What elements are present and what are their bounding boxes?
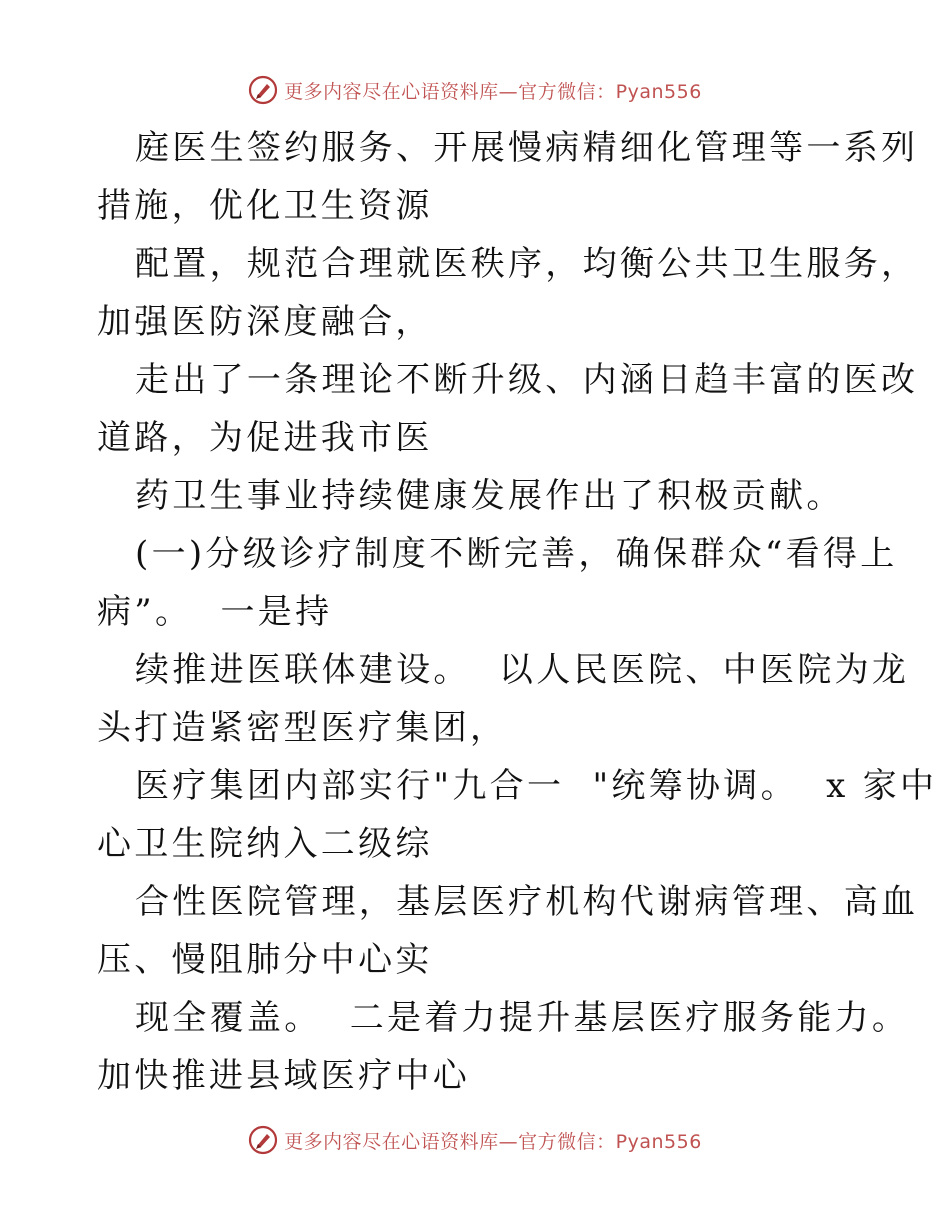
header-banner-text: 更多内容尽在心语资料库—官方微信：Pyan556 [284, 80, 702, 103]
paragraph-6-line-2: 头打造紧密型医疗集团， [97, 708, 508, 748]
paragraph-1-line-1: 庭医生签约服务、开展慢病精细化管理等一系列 [135, 128, 919, 168]
paragraph-6-line-1: 续推进医联体建设。 以人民医院、中医院为龙 [135, 650, 910, 690]
paragraph-9-line-2: 加快推进县域医疗中心 [97, 1056, 470, 1096]
paragraph-5-line-2: 病”。 一是持 [97, 592, 333, 632]
paragraph-3-line-2: 道路，为促进我市医 [97, 418, 433, 458]
pen-logo-icon [248, 75, 278, 105]
paragraph-8-line-1: 合性医院管理，基层医疗机构代谢病管理、高血 [135, 882, 919, 922]
footer-banner [0, 1120, 950, 1160]
pen-logo-icon [248, 1125, 278, 1155]
paragraph-7-line-2: 心卫生院纳入二级综 [97, 824, 433, 864]
paragraph-3-line-1: 走出了一条理论不断升级、内涵日趋丰富的医改 [135, 360, 919, 400]
paragraph-2-line-1: 配置，规范合理就医秩序，均衡公共卫生服务， [135, 244, 919, 284]
paragraph-8-line-2: 压、慢阻肺分中心实 [97, 940, 433, 980]
paragraph-9-line-1: 现全覆盖。 二是着力提升基层医疗服务能力。 [135, 998, 910, 1038]
footer-banner-text: 更多内容尽在心语资料库—官方微信：Pyan556 [284, 1130, 702, 1153]
paragraph-7-line-1: 医疗集团内部实行"九合一 "统筹协调。 x 家中 [135, 766, 938, 806]
paragraph-5-line-1: (一)分级诊疗制度不断完善，确保群众“看得上 [135, 534, 898, 574]
paragraph-1-line-2: 措施，优化卫生资源 [97, 186, 433, 226]
paragraph-4-line-1: 药卫生事业持续健康发展作出了积极贡献。 [135, 476, 844, 516]
paragraph-2-line-2: 加强医防深度融合， [97, 302, 433, 342]
header-banner [0, 70, 950, 110]
